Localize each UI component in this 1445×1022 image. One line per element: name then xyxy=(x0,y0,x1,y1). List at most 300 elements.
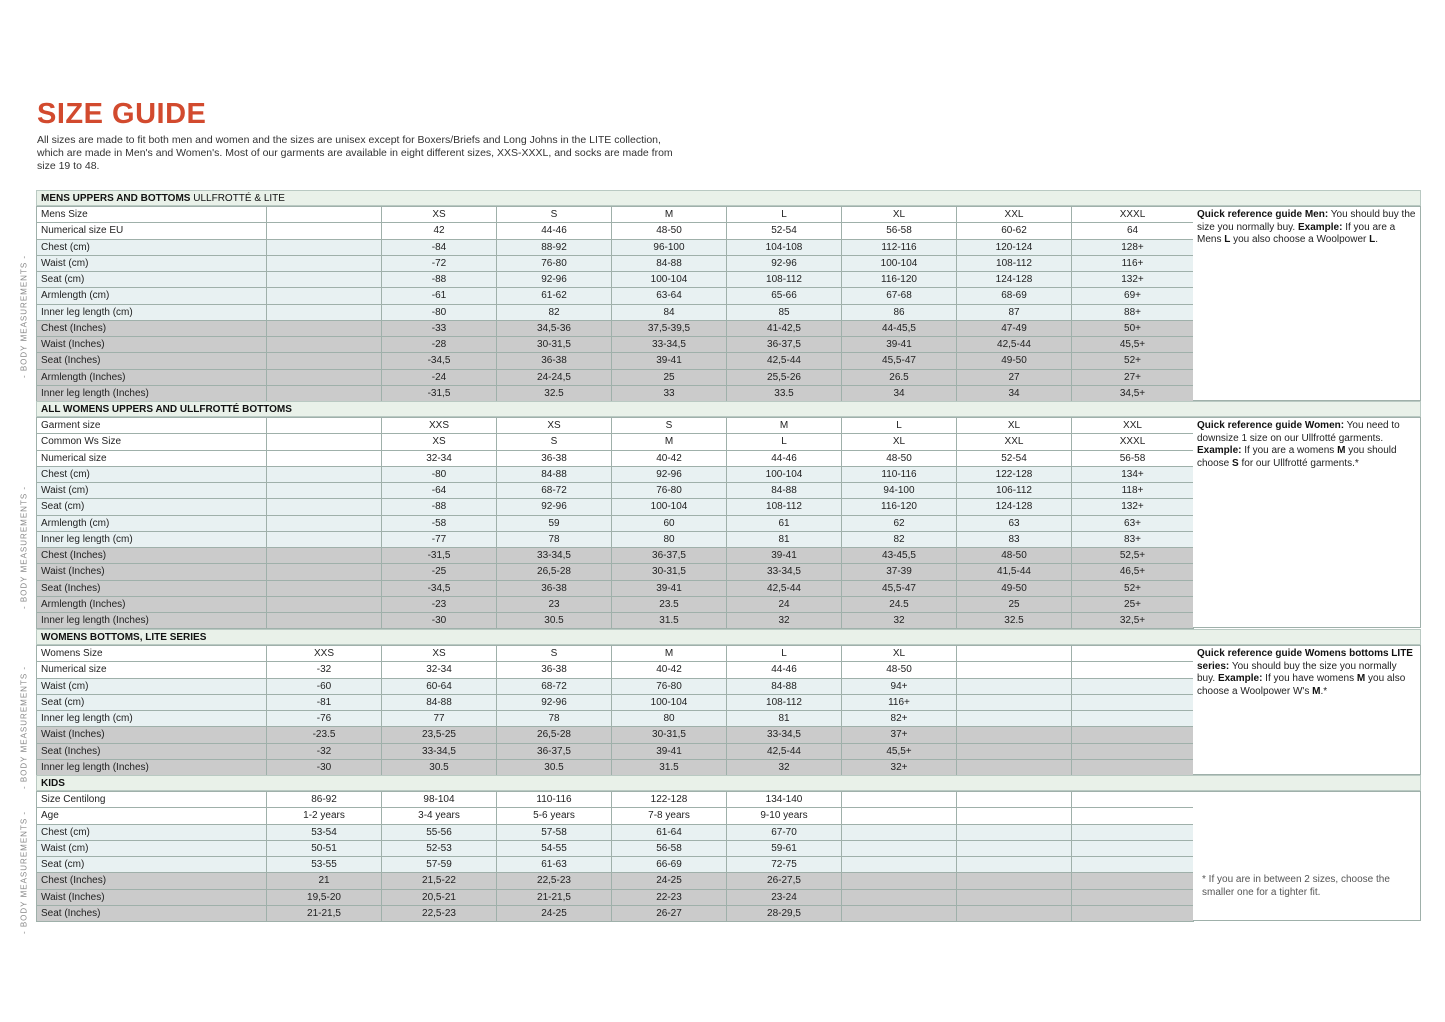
table-cell xyxy=(267,450,382,466)
side-label-womens: - BODY MEASUREMENTS - xyxy=(19,485,29,610)
table-cell: 37,5-39,5 xyxy=(612,320,727,336)
table-cell: 63 xyxy=(957,515,1072,531)
table-cell: 124-128 xyxy=(957,499,1072,515)
table-cell: 48-50 xyxy=(842,450,957,466)
table-cell xyxy=(957,759,1072,775)
table-cell: 88+ xyxy=(1072,304,1194,320)
table-cell: 108-112 xyxy=(957,255,1072,271)
table-cell: 45,5+ xyxy=(1072,337,1194,353)
table-cell xyxy=(1072,662,1194,678)
table-row xyxy=(37,646,1194,662)
table-cell xyxy=(1072,678,1194,694)
table-cell: -88 xyxy=(382,499,497,515)
table-cell: 33-34,5 xyxy=(612,337,727,353)
table-cell: 26.5 xyxy=(842,369,957,385)
table-cell: 65-66 xyxy=(727,288,842,304)
table-cell: 21,5-22 xyxy=(382,873,497,889)
table-cell xyxy=(957,824,1072,840)
row-label: Waist (Inches) xyxy=(37,564,267,580)
table-cell: 45,5-47 xyxy=(842,353,957,369)
row-label: Chest (cm) xyxy=(37,239,267,255)
table-cell: 63-64 xyxy=(612,288,727,304)
table-cell: 108-112 xyxy=(727,694,842,710)
table-cell: 25,5-26 xyxy=(727,369,842,385)
table-cell xyxy=(267,564,382,580)
mens-note-end: . xyxy=(1375,234,1379,245)
table-cell: 56-58 xyxy=(1072,450,1194,466)
table-cell: 36-38 xyxy=(497,580,612,596)
table-cell: 21-21,5 xyxy=(497,889,612,905)
row-label: Armlength (cm) xyxy=(37,515,267,531)
side-label-kids: - BODY MEASUREMENTS - xyxy=(19,810,29,935)
table-cell: 34 xyxy=(842,385,957,401)
table-cell: 42,5-44 xyxy=(727,353,842,369)
table-cell: 42,5-44 xyxy=(957,337,1072,353)
table-cell: -25 xyxy=(382,564,497,580)
table-cell: XXL xyxy=(1072,418,1194,434)
table-cell: -32 xyxy=(267,662,382,678)
table-cell xyxy=(842,857,957,873)
table-cell: 53-55 xyxy=(267,857,382,873)
table-cell: 32 xyxy=(727,613,842,629)
table-cell: 82+ xyxy=(842,711,957,727)
table-cell: -31,5 xyxy=(382,548,497,564)
table-row xyxy=(37,207,1194,223)
table-cell: 80 xyxy=(612,711,727,727)
row-label: Numerical size xyxy=(37,662,267,678)
table-cell: 108-112 xyxy=(727,499,842,515)
table-cell xyxy=(1072,905,1194,921)
table-cell: 39-41 xyxy=(612,353,727,369)
table-cell: -33 xyxy=(382,320,497,336)
table-cell: 50+ xyxy=(1072,320,1194,336)
table-cell: 76-80 xyxy=(612,678,727,694)
table-cell: 23,5-25 xyxy=(382,727,497,743)
table-cell: 92-96 xyxy=(497,499,612,515)
womens-note-size: M xyxy=(1337,445,1346,456)
table-cell: 33-34,5 xyxy=(727,727,842,743)
table-cell xyxy=(267,320,382,336)
table-cell: 60-62 xyxy=(957,223,1072,239)
kids-size-table xyxy=(36,791,1194,922)
table-cell xyxy=(957,889,1072,905)
table-cell xyxy=(957,678,1072,694)
table-cell xyxy=(267,272,382,288)
lite-size-table xyxy=(36,645,1194,776)
table-cell: 20,5-21 xyxy=(382,889,497,905)
table-cell: 60-64 xyxy=(382,678,497,694)
table-row xyxy=(37,548,1194,564)
row-label: Inner leg length (Inches) xyxy=(37,385,267,401)
table-cell: 84-88 xyxy=(382,694,497,710)
table-cell xyxy=(957,727,1072,743)
mens-note-text3: you also choose a Woolpower xyxy=(1230,234,1370,245)
lite-heading: WOMENS BOTTOMS, LITE SERIES xyxy=(36,629,1421,645)
table-cell xyxy=(842,889,957,905)
table-cell: 68-72 xyxy=(497,483,612,499)
table-cell: 53-54 xyxy=(267,824,382,840)
table-row xyxy=(37,483,1194,499)
table-cell: 52+ xyxy=(1072,353,1194,369)
table-cell: 44-46 xyxy=(727,450,842,466)
table-cell: 84-88 xyxy=(497,466,612,482)
table-cell: 66-69 xyxy=(612,857,727,873)
table-cell: XXXL xyxy=(1072,434,1194,450)
table-cell: 112-116 xyxy=(842,239,957,255)
kids-heading: KIDS xyxy=(36,775,1421,791)
table-cell: M xyxy=(612,646,727,662)
table-cell: XXXL xyxy=(1072,207,1194,223)
row-label: Chest (cm) xyxy=(37,466,267,482)
row-label: Waist (cm) xyxy=(37,255,267,271)
page-title: SIZE GUIDE xyxy=(37,98,207,130)
table-cell: 84-88 xyxy=(612,255,727,271)
table-cell: -30 xyxy=(382,613,497,629)
table-cell xyxy=(1072,873,1194,889)
row-label: Inner leg length (cm) xyxy=(37,711,267,727)
table-cell: 68-69 xyxy=(957,288,1072,304)
table-cell: 61-63 xyxy=(497,857,612,873)
table-cell: 94+ xyxy=(842,678,957,694)
table-cell: 19,5-20 xyxy=(267,889,382,905)
table-cell: 132+ xyxy=(1072,272,1194,288)
table-row xyxy=(37,418,1194,434)
table-cell: 122-128 xyxy=(612,792,727,808)
table-cell: 7-8 years xyxy=(612,808,727,824)
table-cell xyxy=(1072,792,1194,808)
table-cell: 81 xyxy=(727,711,842,727)
table-cell: 86-92 xyxy=(267,792,382,808)
table-cell: 39-41 xyxy=(727,548,842,564)
table-cell: L xyxy=(727,434,842,450)
table-cell: 27 xyxy=(957,369,1072,385)
table-cell xyxy=(1072,646,1194,662)
table-cell: 27+ xyxy=(1072,369,1194,385)
table-cell: 28-29,5 xyxy=(727,905,842,921)
table-cell: 45,5-47 xyxy=(842,580,957,596)
table-cell: 37-39 xyxy=(842,564,957,580)
table-cell: 67-70 xyxy=(727,824,842,840)
table-cell: -23.5 xyxy=(267,727,382,743)
table-cell: XS xyxy=(382,207,497,223)
table-cell: 92-96 xyxy=(497,694,612,710)
table-cell: 34,5-36 xyxy=(497,320,612,336)
table-cell: L xyxy=(727,646,842,662)
table-cell: 30.5 xyxy=(382,759,497,775)
table-row xyxy=(37,564,1194,580)
table-cell: -80 xyxy=(382,466,497,482)
table-cell: 44-46 xyxy=(727,662,842,678)
row-label: Numerical size xyxy=(37,450,267,466)
table-cell: 52-54 xyxy=(957,450,1072,466)
womens-size-table xyxy=(36,417,1194,629)
table-cell: 36-37,5 xyxy=(727,337,842,353)
table-cell xyxy=(842,905,957,921)
table-cell: 37+ xyxy=(842,727,957,743)
table-cell: -23 xyxy=(382,596,497,612)
table-cell xyxy=(957,694,1072,710)
row-label: Inner leg length (Inches) xyxy=(37,613,267,629)
side-label-lite: - BODY MEASUREMENTS - xyxy=(19,665,29,790)
table-cell: 33-34,5 xyxy=(497,548,612,564)
table-cell xyxy=(267,596,382,612)
table-row xyxy=(37,727,1194,743)
row-label: Seat (cm) xyxy=(37,694,267,710)
table-cell: 56-58 xyxy=(612,840,727,856)
row-label: Age xyxy=(37,808,267,824)
lite-note-size2: M xyxy=(1312,685,1321,697)
table-cell: 134-140 xyxy=(727,792,842,808)
table-cell xyxy=(267,288,382,304)
row-label: Chest (Inches) xyxy=(37,873,267,889)
table-cell xyxy=(1072,808,1194,824)
row-label: Seat (cm) xyxy=(37,499,267,515)
table-cell xyxy=(957,662,1072,678)
table-cell: -64 xyxy=(382,483,497,499)
table-cell: L xyxy=(727,207,842,223)
table-cell: 110-116 xyxy=(842,466,957,482)
table-row xyxy=(37,580,1194,596)
table-cell: 100-104 xyxy=(612,499,727,515)
table-row xyxy=(37,466,1194,482)
table-cell: 41-42,5 xyxy=(727,320,842,336)
table-cell xyxy=(842,808,957,824)
womens-note-size2: S xyxy=(1232,457,1239,469)
table-cell xyxy=(842,840,957,856)
table-cell: 63+ xyxy=(1072,515,1194,531)
table-cell: 39-41 xyxy=(612,580,727,596)
lite-section xyxy=(36,629,1421,776)
table-cell: 25 xyxy=(957,596,1072,612)
table-cell xyxy=(1072,711,1194,727)
table-cell: 78 xyxy=(497,711,612,727)
table-cell: 98-104 xyxy=(382,792,497,808)
table-cell: 31.5 xyxy=(612,759,727,775)
table-cell: 22-23 xyxy=(612,889,727,905)
table-cell: 30.5 xyxy=(497,613,612,629)
table-row xyxy=(37,304,1194,320)
table-cell xyxy=(267,353,382,369)
table-row xyxy=(37,320,1194,336)
row-label: Garment size xyxy=(37,418,267,434)
table-cell: 43-45,5 xyxy=(842,548,957,564)
table-cell xyxy=(267,466,382,482)
table-row xyxy=(37,678,1194,694)
table-cell: 116-120 xyxy=(842,499,957,515)
kids-footnote: * If you are in between 2 sizes, choose the smaller one for a tighter fit. xyxy=(1202,874,1390,898)
table-cell: 36-38 xyxy=(497,662,612,678)
table-row xyxy=(37,353,1194,369)
table-cell xyxy=(267,613,382,629)
table-cell: 76-80 xyxy=(612,483,727,499)
table-cell: 21 xyxy=(267,873,382,889)
table-row xyxy=(37,873,1194,889)
table-cell xyxy=(1072,727,1194,743)
table-cell: XL xyxy=(842,646,957,662)
table-row xyxy=(37,743,1194,759)
table-cell xyxy=(1072,840,1194,856)
table-row xyxy=(37,808,1194,824)
table-cell: 92-96 xyxy=(727,255,842,271)
table-cell xyxy=(1072,759,1194,775)
table-row xyxy=(37,239,1194,255)
table-cell: 25+ xyxy=(1072,596,1194,612)
table-row xyxy=(37,759,1194,775)
table-cell: 106-112 xyxy=(957,483,1072,499)
table-cell: 52-54 xyxy=(727,223,842,239)
table-row xyxy=(37,824,1194,840)
table-row xyxy=(37,450,1194,466)
table-cell: XXS xyxy=(382,418,497,434)
womens-heading: ALL WOMENS UPPERS AND ULLFROTTÉ BOTTOMS xyxy=(36,401,1421,417)
table-cell: -32 xyxy=(267,743,382,759)
table-cell xyxy=(957,873,1072,889)
table-cell: XS xyxy=(382,646,497,662)
table-cell: 26-27 xyxy=(612,905,727,921)
row-label: Seat (cm) xyxy=(37,272,267,288)
table-cell: 52-53 xyxy=(382,840,497,856)
lite-note-example-label: Example: xyxy=(1217,673,1263,684)
row-label: Seat (Inches) xyxy=(37,580,267,596)
table-row xyxy=(37,369,1194,385)
table-cell: 52+ xyxy=(1072,580,1194,596)
table-cell xyxy=(267,223,382,239)
table-cell: 61-62 xyxy=(497,288,612,304)
table-cell: 132+ xyxy=(1072,499,1194,515)
row-label: Armlength (Inches) xyxy=(37,369,267,385)
table-cell: 36-38 xyxy=(497,353,612,369)
row-label: Inner leg length (cm) xyxy=(37,304,267,320)
table-cell: -28 xyxy=(382,337,497,353)
table-row xyxy=(37,662,1194,678)
lite-note-end: .* xyxy=(1320,685,1328,697)
table-cell: 56-58 xyxy=(842,223,957,239)
table-cell: 54-55 xyxy=(497,840,612,856)
table-cell: 45,5+ xyxy=(842,743,957,759)
table-cell xyxy=(957,808,1072,824)
mens-section xyxy=(36,190,1421,402)
lite-note-heading: Quick reference guide Womens bottoms LITE series: xyxy=(1197,648,1413,672)
table-cell: 24-24,5 xyxy=(497,369,612,385)
table-cell: 84-88 xyxy=(727,678,842,694)
table-cell: M xyxy=(612,434,727,450)
table-cell: 122-128 xyxy=(957,466,1072,482)
table-cell xyxy=(957,840,1072,856)
table-cell: 47-49 xyxy=(957,320,1072,336)
table-cell: -76 xyxy=(267,711,382,727)
table-cell: M xyxy=(612,207,727,223)
table-cell: 33.5 xyxy=(727,385,842,401)
mens-note-size: L xyxy=(1224,234,1231,245)
mens-note-size2: L xyxy=(1369,234,1376,245)
table-row xyxy=(37,288,1194,304)
row-label: Inner leg length (cm) xyxy=(37,531,267,547)
row-label: Waist (cm) xyxy=(37,840,267,856)
table-cell: 40-42 xyxy=(612,662,727,678)
row-label: Inner leg length (Inches) xyxy=(37,759,267,775)
table-cell: 57-59 xyxy=(382,857,497,873)
mens-quick-reference xyxy=(1193,206,1421,401)
table-row xyxy=(37,255,1194,271)
table-cell: 68-72 xyxy=(497,678,612,694)
table-cell: 85 xyxy=(727,304,842,320)
table-cell: 31.5 xyxy=(612,613,727,629)
table-cell: -88 xyxy=(382,272,497,288)
table-cell: 100-104 xyxy=(612,272,727,288)
table-cell xyxy=(957,646,1072,662)
mens-note-text2: If you are a Mens xyxy=(1197,221,1396,245)
table-cell: 26-27,5 xyxy=(727,873,842,889)
table-cell: 40-42 xyxy=(612,450,727,466)
womens-note-example-label: Example: xyxy=(1197,445,1242,456)
table-row xyxy=(37,905,1194,921)
table-cell: -34,5 xyxy=(382,353,497,369)
table-cell xyxy=(1072,743,1194,759)
table-cell: 100-104 xyxy=(727,466,842,482)
row-label: Waist (Inches) xyxy=(37,889,267,905)
intro-text: All sizes are made to fit both men and women and the sizes are unisex except for Boxers/Briefs and Long Johns in the LITE collection, which are made in Men's and Women's. Most of our garments are available in eight different sizes, XXS-XXXL, and socks are made from size 19 to 48. xyxy=(37,134,673,172)
table-cell: 30-31,5 xyxy=(612,727,727,743)
table-row xyxy=(37,792,1194,808)
table-cell xyxy=(267,369,382,385)
table-cell: 120-124 xyxy=(957,239,1072,255)
table-cell: 26,5-28 xyxy=(497,564,612,580)
table-cell: 116+ xyxy=(1072,255,1194,271)
table-cell xyxy=(957,905,1072,921)
table-cell: 42,5-44 xyxy=(727,743,842,759)
table-row xyxy=(37,840,1194,856)
table-cell: XS xyxy=(382,434,497,450)
table-row xyxy=(37,596,1194,612)
table-cell: 104-108 xyxy=(727,239,842,255)
row-label: Waist (cm) xyxy=(37,483,267,499)
table-cell: 44-46 xyxy=(497,223,612,239)
row-label: Armlength (Inches) xyxy=(37,596,267,612)
table-cell: 49-50 xyxy=(957,353,1072,369)
row-label: Seat (Inches) xyxy=(37,743,267,759)
table-cell: S xyxy=(612,418,727,434)
table-cell: 67-68 xyxy=(842,288,957,304)
table-cell: XL xyxy=(842,434,957,450)
table-cell: 32.5 xyxy=(957,613,1072,629)
table-cell: S xyxy=(497,646,612,662)
lite-note-text3: you also choose a Woolpower W's xyxy=(1197,673,1406,697)
row-label: Chest (Inches) xyxy=(37,548,267,564)
table-cell: 84-88 xyxy=(727,483,842,499)
row-label: Waist (cm) xyxy=(37,678,267,694)
table-cell: L xyxy=(842,418,957,434)
table-row xyxy=(37,531,1194,547)
table-cell: 5-6 years xyxy=(497,808,612,824)
table-cell: -31,5 xyxy=(382,385,497,401)
table-cell: 62 xyxy=(842,515,957,531)
table-cell: 84 xyxy=(612,304,727,320)
table-cell: 48-50 xyxy=(957,548,1072,564)
table-cell: 24.5 xyxy=(842,596,957,612)
table-cell: 116-120 xyxy=(842,272,957,288)
table-cell: 22,5-23 xyxy=(382,905,497,921)
table-cell: -30 xyxy=(267,759,382,775)
table-cell: 61 xyxy=(727,515,842,531)
table-cell: -24 xyxy=(382,369,497,385)
table-cell: 30-31,5 xyxy=(497,337,612,353)
table-cell: -84 xyxy=(382,239,497,255)
table-cell: 1-2 years xyxy=(267,808,382,824)
table-cell: 26,5-28 xyxy=(497,727,612,743)
table-row xyxy=(37,385,1194,401)
row-label: Seat (cm) xyxy=(37,857,267,873)
lite-note-size: M xyxy=(1356,673,1366,684)
